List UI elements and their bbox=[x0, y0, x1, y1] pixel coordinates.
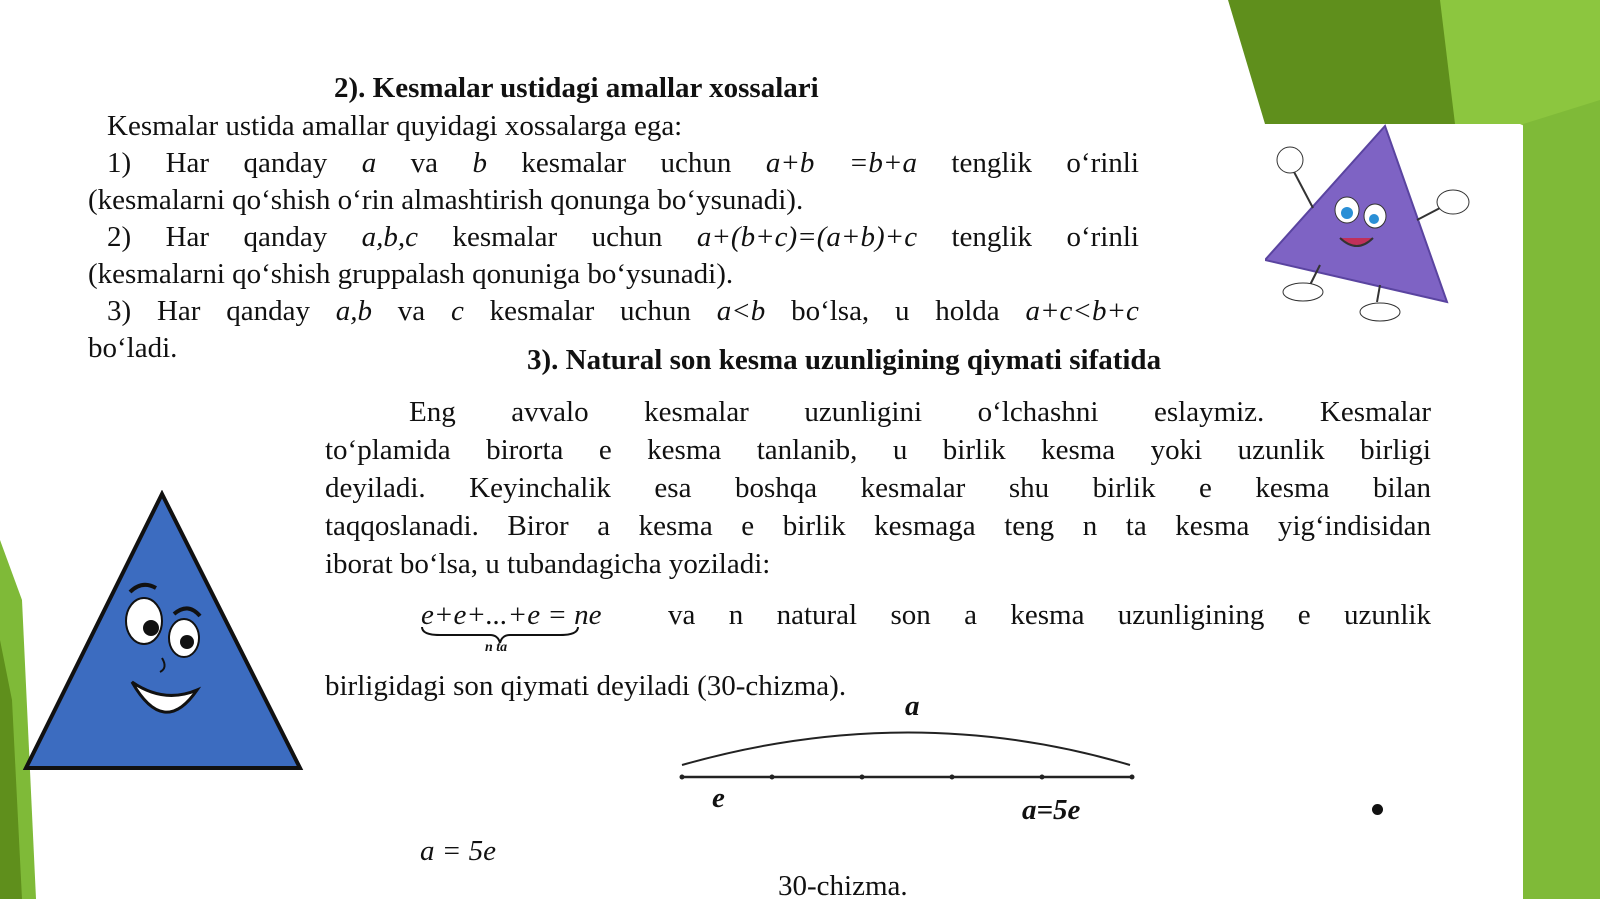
tick-0 bbox=[680, 775, 685, 780]
word: uchun bbox=[660, 147, 732, 179]
green-shape-top-right-dark bbox=[1228, 0, 1455, 124]
word: uchun bbox=[591, 221, 663, 253]
blue-triangle-mascot bbox=[22, 490, 307, 775]
word: 2) bbox=[107, 221, 132, 253]
right-pupil bbox=[1369, 214, 1379, 224]
word: o‘rinli bbox=[1066, 147, 1139, 179]
word: holda bbox=[935, 295, 1000, 327]
property2-line2: (kesmalarni qo‘shish gruppalash qonuniga bo‘ysunadi). bbox=[88, 258, 734, 290]
closing-line: birligidagi son qiymati deyiladi (30-chizma). bbox=[325, 670, 847, 702]
left-eye bbox=[126, 598, 162, 644]
word: qanday bbox=[226, 295, 310, 327]
diagram-caption: 30-chizma. bbox=[778, 870, 908, 902]
expr: =b+a bbox=[848, 147, 917, 179]
property1-line2: (kesmalarni qo‘shish o‘rin almashtirish qonunga bo‘ysunadi). bbox=[88, 184, 804, 216]
expr: a+b bbox=[765, 147, 815, 179]
word: va bbox=[397, 295, 426, 327]
right-pupil bbox=[180, 635, 194, 649]
word: o‘rinli bbox=[1066, 221, 1139, 253]
green-shape-right-edge bbox=[1523, 100, 1600, 899]
tick-2 bbox=[860, 775, 865, 780]
expr: a<b bbox=[716, 295, 766, 327]
var-c: c bbox=[450, 295, 464, 327]
right-leg bbox=[1377, 285, 1380, 302]
var-a: a bbox=[361, 147, 377, 179]
expr: a,b bbox=[335, 295, 372, 327]
property1-line1 bbox=[107, 145, 1139, 182]
word: tenglik bbox=[951, 147, 1032, 179]
word: qanday bbox=[243, 147, 328, 179]
section2-title: 2). Kesmalar ustidagi amallar xossalari bbox=[334, 72, 819, 104]
property2-line1 bbox=[107, 219, 1139, 256]
word: kesmalar bbox=[521, 147, 627, 179]
word: kesmalar bbox=[452, 221, 558, 253]
section3-paragraph bbox=[325, 393, 1431, 583]
word: u bbox=[894, 295, 910, 327]
tick-3 bbox=[950, 775, 955, 780]
tick-1 bbox=[770, 775, 775, 780]
word: va bbox=[410, 147, 439, 179]
word: uchun bbox=[620, 295, 691, 327]
paragraph-line-2: to‘plamida birorta e kesma tanlanib, u birlik kesma yoki uzunlik birligi bbox=[325, 434, 1431, 466]
diagram-label-a: a bbox=[905, 690, 920, 722]
formula-under-label: n ta bbox=[485, 640, 508, 655]
paragraph-line-4: taqqoslanadi. Biror a kesma e birlik kesmaga teng n ta kesma yig‘indisidan bbox=[325, 510, 1431, 542]
var-b: b bbox=[472, 147, 487, 179]
bullet-dot bbox=[1372, 804, 1383, 815]
left-pupil bbox=[1341, 207, 1353, 219]
formula: e+e+...+e = ne bbox=[421, 599, 602, 631]
word: bo‘lsa, bbox=[791, 295, 870, 327]
tick-4 bbox=[1040, 775, 1045, 780]
right-shoe bbox=[1360, 303, 1400, 321]
left-shoe bbox=[1283, 283, 1323, 301]
word: Har bbox=[165, 221, 210, 253]
word: kesmalar bbox=[489, 295, 595, 327]
expr: a,b,c bbox=[361, 221, 419, 253]
word: 1) bbox=[107, 147, 132, 179]
property3-line2: bo‘ladi. bbox=[88, 332, 178, 364]
right-arm bbox=[1417, 208, 1440, 220]
diagram-label-eq: a=5e bbox=[1022, 794, 1081, 826]
word: 3) bbox=[107, 295, 132, 327]
section3-title: 3). Natural son kesma uzunligining qiymati sifatida bbox=[527, 344, 1162, 376]
property3-line1 bbox=[107, 293, 1139, 330]
formula-rest: va n natural son a kesma uzunligining e uzunlik bbox=[668, 599, 1431, 631]
expr: a+(b+c)=(a+b)+c bbox=[696, 221, 918, 253]
section2-intro: Kesmalar ustida amallar quyidagi xossalarga ega: bbox=[107, 110, 683, 142]
word: tenglik bbox=[951, 221, 1033, 253]
paragraph-line-3: deyiladi. Keyinchalik esa boshqa kesmalar shu birlik e kesma bilan bbox=[325, 472, 1431, 504]
word: Har bbox=[156, 295, 201, 327]
paragraph-line-1: Eng avvalo kesmalar uzunligini o‘lchashni eslaymiz. Kesmalar bbox=[409, 396, 1431, 428]
blue-triangle-body bbox=[26, 494, 300, 768]
word: qanday bbox=[243, 221, 328, 253]
left-pupil bbox=[143, 620, 159, 636]
arc-a bbox=[682, 733, 1130, 766]
word: Har bbox=[165, 147, 210, 179]
left-fist bbox=[1277, 147, 1303, 173]
purple-triangle-mascot bbox=[1265, 120, 1475, 335]
left-equation: a = 5e bbox=[420, 835, 496, 867]
right-hand bbox=[1437, 190, 1469, 214]
diagram-label-e: e bbox=[712, 782, 725, 814]
paragraph-line-5: iborat bo‘lsa, u tubandagicha yoziladi: bbox=[325, 548, 771, 580]
expr: a+c<b+c bbox=[1025, 295, 1139, 327]
tick-5 bbox=[1130, 775, 1135, 780]
left-arm bbox=[1293, 170, 1313, 208]
